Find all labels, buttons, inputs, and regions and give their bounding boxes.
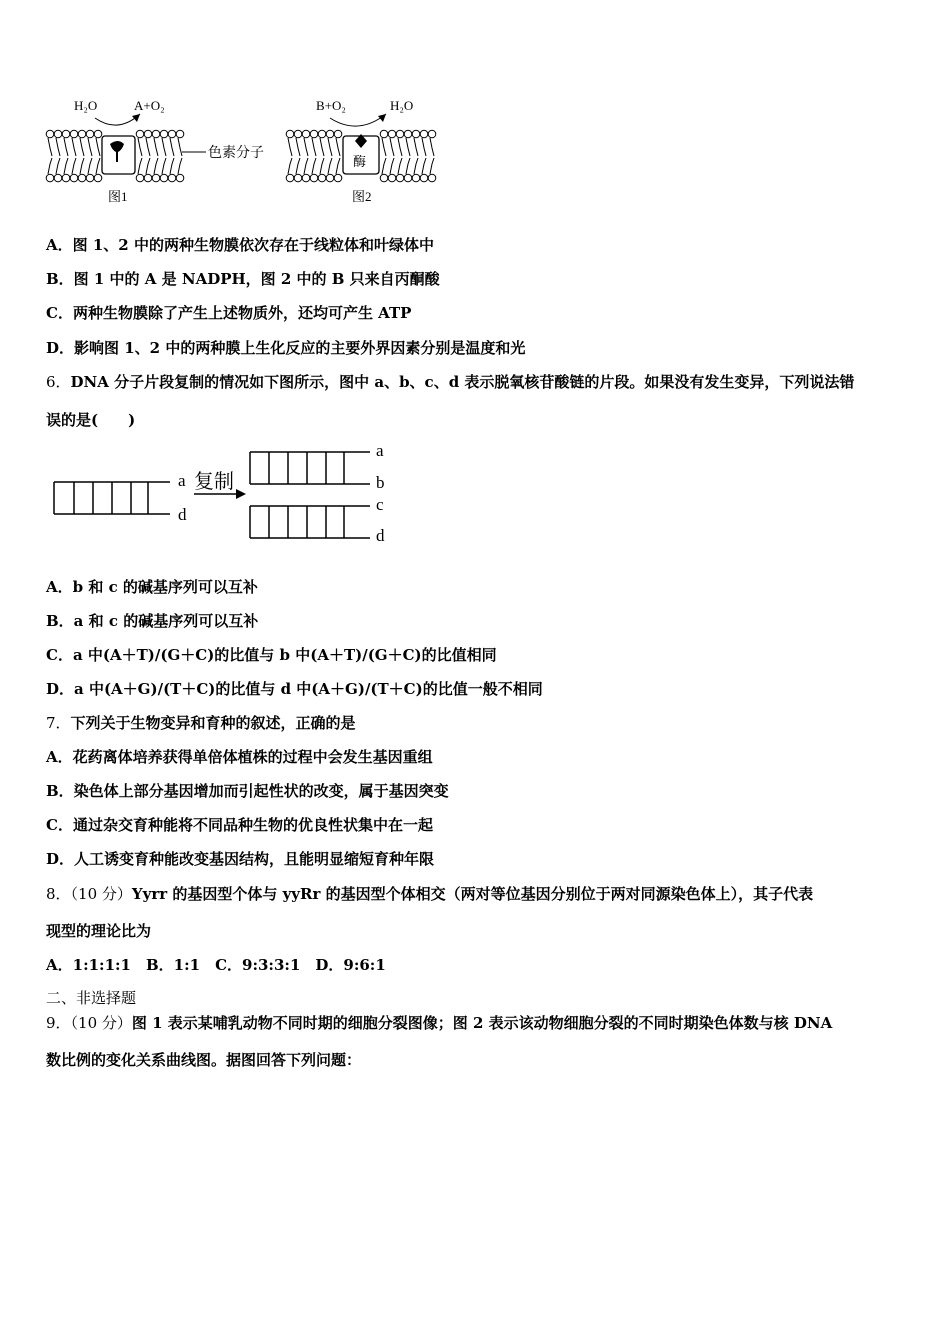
fig2-caption: 图2 — [352, 189, 372, 204]
q6-stem-line1 — [46, 372, 854, 392]
membrane-figure — [40, 92, 460, 210]
dna-label-a: a — [376, 441, 384, 460]
fig1-product-label: A+O₂ — [134, 98, 165, 113]
fig1-caption: 图1 — [108, 189, 128, 204]
q9-number: 9．（10 分） — [46, 1014, 132, 1032]
q7-option-a: A．花药离体培养获得单倍体植株的过程中会发生基因重组 — [46, 748, 433, 766]
q7-option-c: C．通过杂交育种能将不同品种生物的优良性状集中在一起 — [46, 816, 433, 834]
q8-stem-text: Yyrr 的基因型个体与 yyRr 的基因型个体相交（两对等位基因分别位于两对同源染色体上），其子代表 — [131, 885, 814, 903]
dna-label-c: c — [376, 495, 384, 514]
q6-option-d: D．a 中(A＋G)/(T＋C)的比值与 d 中(A＋G)/(T＋C)的比值一般不相同 — [46, 680, 543, 698]
fig2-substrate-label: B+O₂ — [316, 98, 346, 113]
dna-label-d: d — [376, 526, 385, 545]
q9-stem-line2: 数比例的变化关系曲线图。据图回答下列问题： — [46, 1051, 362, 1069]
dna-parent-label-a: a — [178, 471, 186, 490]
q6-number: 6． — [46, 373, 71, 391]
q9-stem-line1 — [46, 1013, 832, 1033]
q9-stem-text: 图 1 表示某哺乳动物不同时期的细胞分裂图像；图 2 表示该动物细胞分裂的不同时期染色体数与核 DNA — [131, 1014, 833, 1032]
q6-stem-line2: 误的是( ) — [46, 411, 136, 429]
q8-stem-line2: 现型的理论比为 — [46, 922, 152, 940]
dna-label-b: b — [376, 473, 385, 492]
fig2-enzyme-label: 酶 — [353, 154, 367, 169]
q7-stem — [46, 713, 356, 733]
q7-option-d: D．人工诱变育种能改变基因结构，且能明显缩短育种年限 — [46, 850, 435, 868]
q8-stem-line1 — [46, 884, 813, 904]
q6-option-b: B．a 和 c 的碱基序列可以互补 — [46, 612, 259, 630]
q8-options: A．1:1:1:1 B．1:1 C．9:3:3:1 D．9:6:1 — [46, 956, 386, 974]
q5-option-a: A．图 1、2 中的两种生物膜依次存在于线粒体和叶绿体中 — [46, 236, 434, 254]
fig1-pigment-label: 色素分子 — [208, 146, 264, 161]
membrane-figure-1 — [46, 98, 264, 204]
q5-option-d: D．影响图 1、2 中的两种膜上生化反应的主要外界因素分别是温度和光 — [46, 339, 526, 357]
q7-option-b: B．染色体上部分基因增加而引起性状的改变，属于基因突变 — [46, 782, 449, 800]
fig1-h2o-label: H₂O — [74, 98, 98, 113]
q6-stem-text: DNA 分子片段复制的情况如下图所示，图中 a、b、c、d 表示脱氧核苷酸链的片段。如果没有发生变异，下列说法错 — [70, 373, 855, 391]
dna-parent-label-d: d — [178, 505, 187, 524]
q5-option-b: B．图 1 中的 A 是 NADPH，图 2 中的 B 只来自丙酮酸 — [46, 270, 440, 288]
q6-option-a: A．b 和 c 的碱基序列可以互补 — [46, 578, 258, 596]
fig2-h2o-label: H₂O — [390, 98, 414, 113]
dna-replication-figure — [46, 440, 406, 550]
section-heading: 二、非选择题 — [46, 989, 137, 1007]
dna-replicate-label: 复制 — [194, 471, 234, 493]
q5-option-c: C．两种生物膜除了产生上述物质外，还均可产生 ATP — [46, 304, 412, 322]
membrane-figure-2 — [286, 98, 436, 204]
q6-option-c: C．a 中(A＋T)/(G＋C)的比值与 b 中(A＋T)/(G＋C)的比值相同 — [46, 646, 497, 664]
q8-number: 8．（10 分） — [46, 885, 132, 903]
q7-stem-text: 下列关于生物变异和育种的叙述，正确的是 — [70, 714, 356, 732]
q7-number: 7． — [46, 714, 71, 732]
